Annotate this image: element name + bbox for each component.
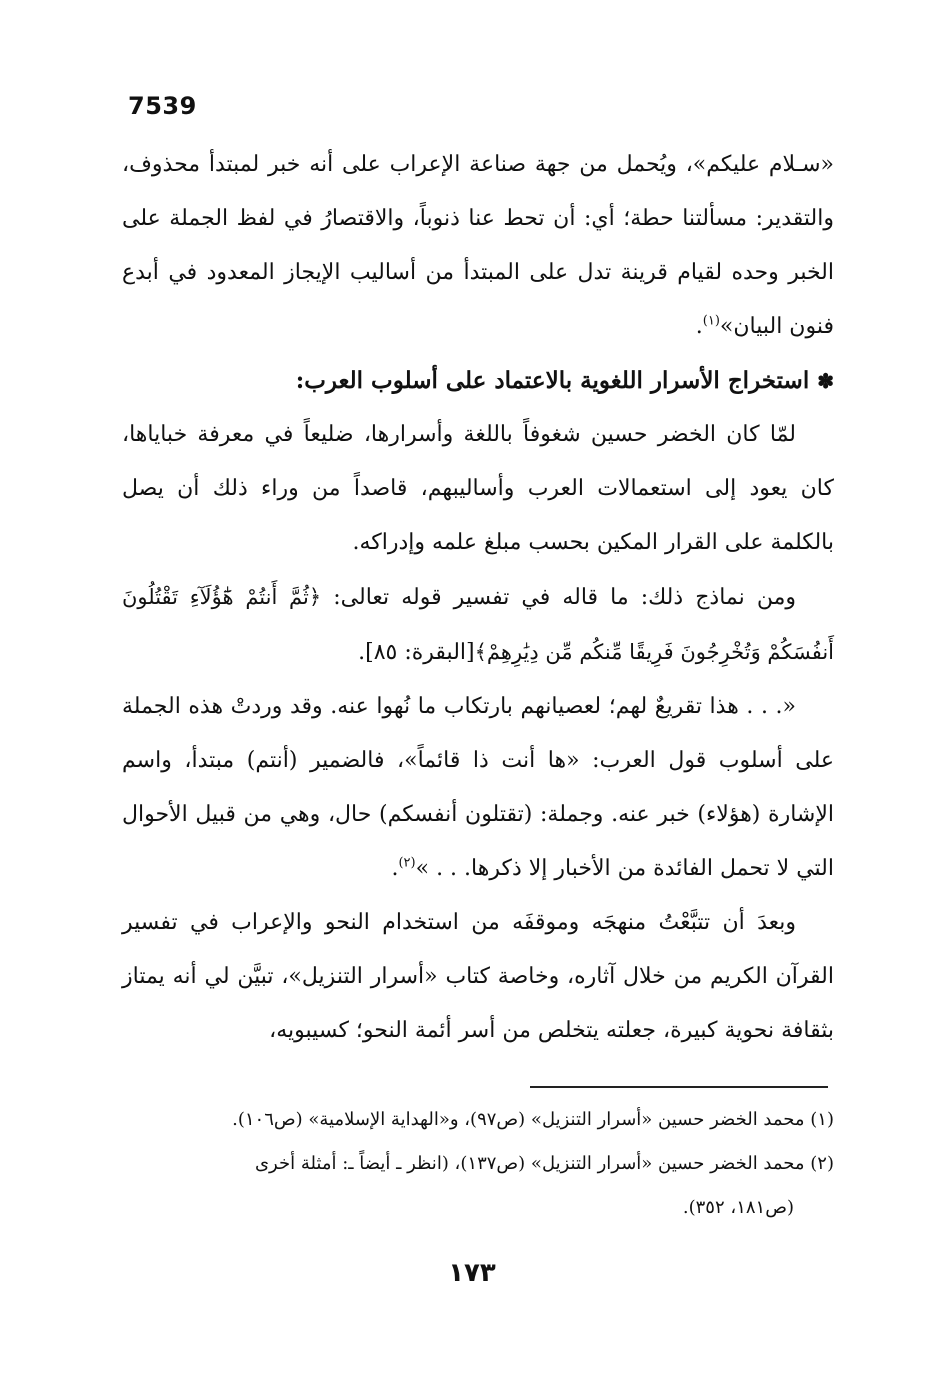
footnote-2-continuation: (ص١٨١، ٣٥٢). [682, 1197, 794, 1218]
footnote-2: (٢) محمد الخضر حسين «أسرار التنزيل» (ص١٣٧)، (انظر ـ أيضاً ـ: أمثلة أخرى [254, 1153, 834, 1174]
footnote-divider [530, 1086, 828, 1088]
paragraph-3 [122, 570, 834, 680]
verse-reference: [البقرة: ٨٥]. [358, 640, 475, 665]
paragraph-5: وبعدَ أن تتبَّعْتُ منهجَه وموقفَه من استخدام النحو والإعراب في تفسير القرآن الكريم من خلال آثاره، وخاصة كتاب «أسرار التنزيل»، تبيَّن لي أنه يمتاز بثقافة نحوية كبيرة، جعلته يتخلص من أسر أئمة النحو؛ كسيبويه، [122, 910, 834, 1043]
paragraph-4 [122, 680, 834, 896]
footnote-marker-2: (٢) [398, 855, 416, 871]
paragraph-3-intro: ومن نماذج ذلك: ما قاله في تفسير قوله تعالى: [321, 585, 796, 610]
paragraph-1-text: «سـلام عليكم»، ويُحمل من جهة صناعة الإعراب على أنه خبر لمبتدأ محذوف، والتقدير: مسألتنا حطة؛ أي: أن تحط عنا ذنوباً، والاقتصارُ في لفظ الجملة على الخبر وحده لقيام قرينة تدل على المبتدأ من أساليب الإيجاز المعدود في أبدع فنون البيان» [122, 152, 834, 339]
footnotes [122, 1098, 834, 1230]
paragraph-4-text: «. . . هذا تقريعٌ لهم؛ لعصيانهم بارتكاب ما نُهوا عنه. وقد وردتْ هذه الجملة على أسلوب قول العرب: «ها أنت ذا قائماً»، فالضمير (أنتم) مبتدأ، واسم الإشارة (هؤلاء) خبر عنه. وجملة: (تقتلون أنفسكم) حال، وهي من قبيل الأحوال التي لا تحمل الفائدة من الأخبار إلا ذكرها. . . » [122, 694, 834, 881]
paragraph-2: لمّا كان الخضر حسين شغوفاً باللغة وأسرارها، ضليعاً في معرفة خباياها، كان يعود إلى استعمالات العرب وأساليبهم، قاصداً من وراء ذلك أن يصل بالكلمة على القرار المكين بحسب مبلغ علمه وإدراكه. [122, 422, 834, 555]
paragraph-1 [122, 138, 834, 354]
section-heading [122, 354, 834, 408]
footnote-marker-1: (١) [702, 313, 720, 329]
paragraph-1-end: . [695, 314, 703, 339]
quran-verse: ﴿ثُمَّ أَنتُمْ هَٰٓؤُلَآءِ تَقْتُلُونَ أَنفُسَكُمْ وَتُخْرِجُونَ فَرِيقًا مِّنكُم مِّن دِيَٰرِهِمْ﴾ [122, 585, 834, 664]
main-text [122, 138, 834, 1058]
star-icon: ✽ [817, 369, 834, 393]
paragraph-4-end: . [391, 856, 399, 881]
section-heading-text: استخراج الأسرار اللغوية بالاعتماد على أسلوب العرب: [295, 367, 810, 394]
page-reference-number: 7539 [128, 92, 197, 120]
footnote-1: (١) محمد الخضر حسين «أسرار التنزيل» (ص٩٧)، و«الهداية الإسلامية» (ص١٠٦). [232, 1109, 834, 1130]
page-number: ١٧٣ [448, 1258, 496, 1288]
